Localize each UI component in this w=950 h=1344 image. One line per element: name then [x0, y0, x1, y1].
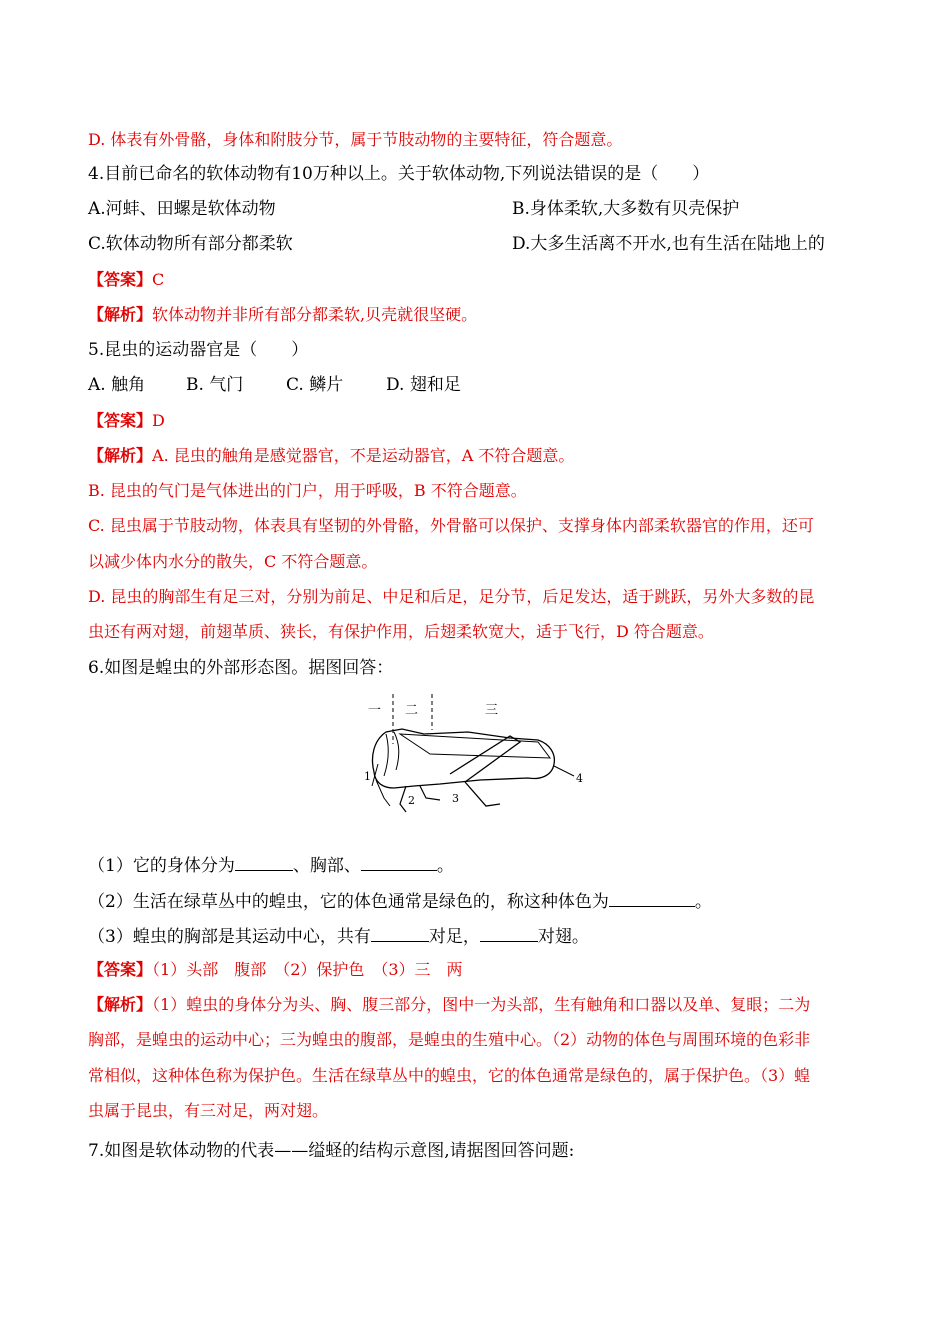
q5-option-c: C. 鳞片 — [286, 375, 344, 395]
grasshopper-figure — [360, 694, 610, 824]
q4-option-c: C.软体动物所有部分都柔软 — [88, 234, 293, 254]
part-number-2: 2 — [408, 794, 415, 807]
q6-sub2-text-a: （2）生活在绿草丛中的蝗虫，它的体色通常是绿色的，称这种体色为 — [88, 892, 609, 912]
grasshopper-illustration — [360, 694, 610, 824]
q6-sub1 — [88, 852, 454, 878]
q6-sub1-text-b: 、胸部、 — [292, 856, 361, 876]
analysis-tag: 【解析】 — [88, 305, 153, 324]
q6-sub3-blank-1[interactable] — [371, 923, 429, 942]
q6-stem: 6.如图是蝗虫的外部形态图。据图回答： — [88, 658, 394, 678]
q5-option-b: B. 气门 — [186, 375, 244, 395]
answer-tag: 【答案】 — [88, 411, 153, 430]
answer-tag: 【答案】 — [88, 960, 153, 979]
analysis-text: （1）蝗虫的身体分为头、胸、腹三部分，图中一为头部，生有触角和口器以及单、复眼；二为 — [152, 995, 811, 1014]
q6-sub1-text-a: （1）它的身体分为 — [88, 856, 235, 876]
grasshopper-hind-femur — [450, 736, 520, 782]
analysis-text: 软体动物并非所有部分都柔软,贝壳就很坚硬。 — [152, 305, 478, 324]
q6-analysis-line-1 — [88, 993, 810, 1017]
part-number-3: 3 — [452, 792, 459, 805]
region-label-head: 一 — [368, 703, 382, 718]
q5-analysis-line-6: 虫还有两对翅，前翅革质、狭长，有保护作用，后翅柔软宽大，适于飞行，D 符合题意。 — [88, 622, 714, 641]
q4-options-row2 — [88, 232, 825, 256]
region-label-thorax: 二 — [405, 703, 419, 718]
q5-option-d: D. 翅和足 — [386, 375, 461, 395]
analysis-text: A. 昆虫的触角是感觉器官，不是运动器官，A 不符合题意。 — [152, 446, 575, 465]
answer-value: C — [152, 270, 165, 289]
answer-tag: 【答案】 — [88, 270, 153, 289]
q6-analysis-line-4: 虫属于昆虫，有三对足，两对翅。 — [88, 1101, 329, 1120]
part-number-4: 4 — [576, 772, 583, 785]
q6-sub2 — [88, 888, 712, 914]
grasshopper-hind-tibia — [465, 782, 500, 806]
analysis-tag: 【解析】 — [88, 446, 153, 465]
answer-value: （1）头部 腹部 （2）保护色 （3）三 两 — [152, 960, 463, 979]
q6-analysis-line-3: 常相似，这种体色称为保护色。生活在绿草丛中的蝗虫，它的体色通常是绿色的，属于保护色。（3）蝗 — [88, 1066, 811, 1085]
q4-options-row1 — [88, 197, 740, 221]
q6-sub3-blank-2[interactable] — [480, 923, 538, 942]
q6-sub1-blank-1[interactable] — [235, 852, 293, 871]
q6-sub1-text-c: 。 — [436, 856, 454, 876]
q5-option-a: A. 触角 — [88, 375, 146, 395]
q5-answer — [88, 409, 165, 433]
q5-analysis-line-5: D. 昆虫的胸部生有足三对，分别为前足、中足和后足，足分节，后足发达，适于跳跃，另外大多数的昆 — [88, 587, 815, 606]
q5-stem: 5.昆虫的运动器官是（ ） — [88, 340, 309, 360]
q5-analysis-line-2: B. 昆虫的气门是气体进出的门户，用于呼吸，B 不符合题意。 — [88, 481, 527, 500]
q6-sub3 — [88, 923, 589, 949]
grasshopper-front-legs — [400, 786, 440, 812]
q5-analysis-line-4: 以减少体内水分的散失，C 不符合题意。 — [88, 552, 378, 571]
q5-options — [88, 373, 461, 397]
q3-option-d-explanation: D. 体表有外骨骼，身体和附肢分节，属于节肢动物的主要特征，符合题意。 — [88, 130, 623, 149]
grasshopper-head-lines — [384, 732, 399, 776]
answer-value: D — [152, 411, 165, 430]
q6-sub1-blank-2[interactable] — [361, 852, 437, 871]
q4-analysis — [88, 303, 477, 327]
q6-analysis-line-2: 胸部，是蝗虫的运动中心；三为蝗虫的腹部，是蝗虫的生殖中心。（2）动物的体色与周围环境的色彩非 — [88, 1030, 811, 1049]
grasshopper-wing — [400, 734, 550, 758]
q4-option-b: B.身体柔软,大多数有贝壳保护 — [512, 199, 740, 219]
q6-sub2-text-b: 。 — [694, 892, 712, 912]
q4-option-d: D.大多生活离不开水,也有生活在陆地上的 — [512, 234, 825, 254]
q4-stem: 4.目前已命名的软体动物有10万种以上。关于软体动物,下列说法错误的是（ ） — [88, 164, 710, 184]
q5-analysis-line-1 — [88, 444, 574, 468]
q4-answer — [88, 268, 164, 292]
q6-sub2-blank[interactable] — [609, 888, 695, 907]
q6-sub3-text-c: 对翅。 — [537, 927, 589, 947]
q6-answer — [88, 958, 463, 982]
part-number-1: 1 — [364, 770, 371, 783]
analysis-tag: 【解析】 — [88, 995, 153, 1014]
q5-analysis-line-3: C. 昆虫属于节肢动物，体表具有坚韧的外骨骼，外骨骼可以保护、支撑身体内部柔软器官的作用，还可 — [88, 516, 814, 535]
region-label-abdomen: 三 — [485, 703, 499, 718]
q4-option-a: A.河蚌、田螺是软体动物 — [88, 199, 276, 219]
q7-stem: 7.如图是软体动物的代表——缢蛏的结构示意图,请据图回答问题: — [88, 1141, 575, 1161]
q6-sub3-text-b: 对足， — [428, 927, 480, 947]
q6-sub3-text-a: （3）蝗虫的胸部是其运动中心，共有 — [88, 927, 371, 947]
